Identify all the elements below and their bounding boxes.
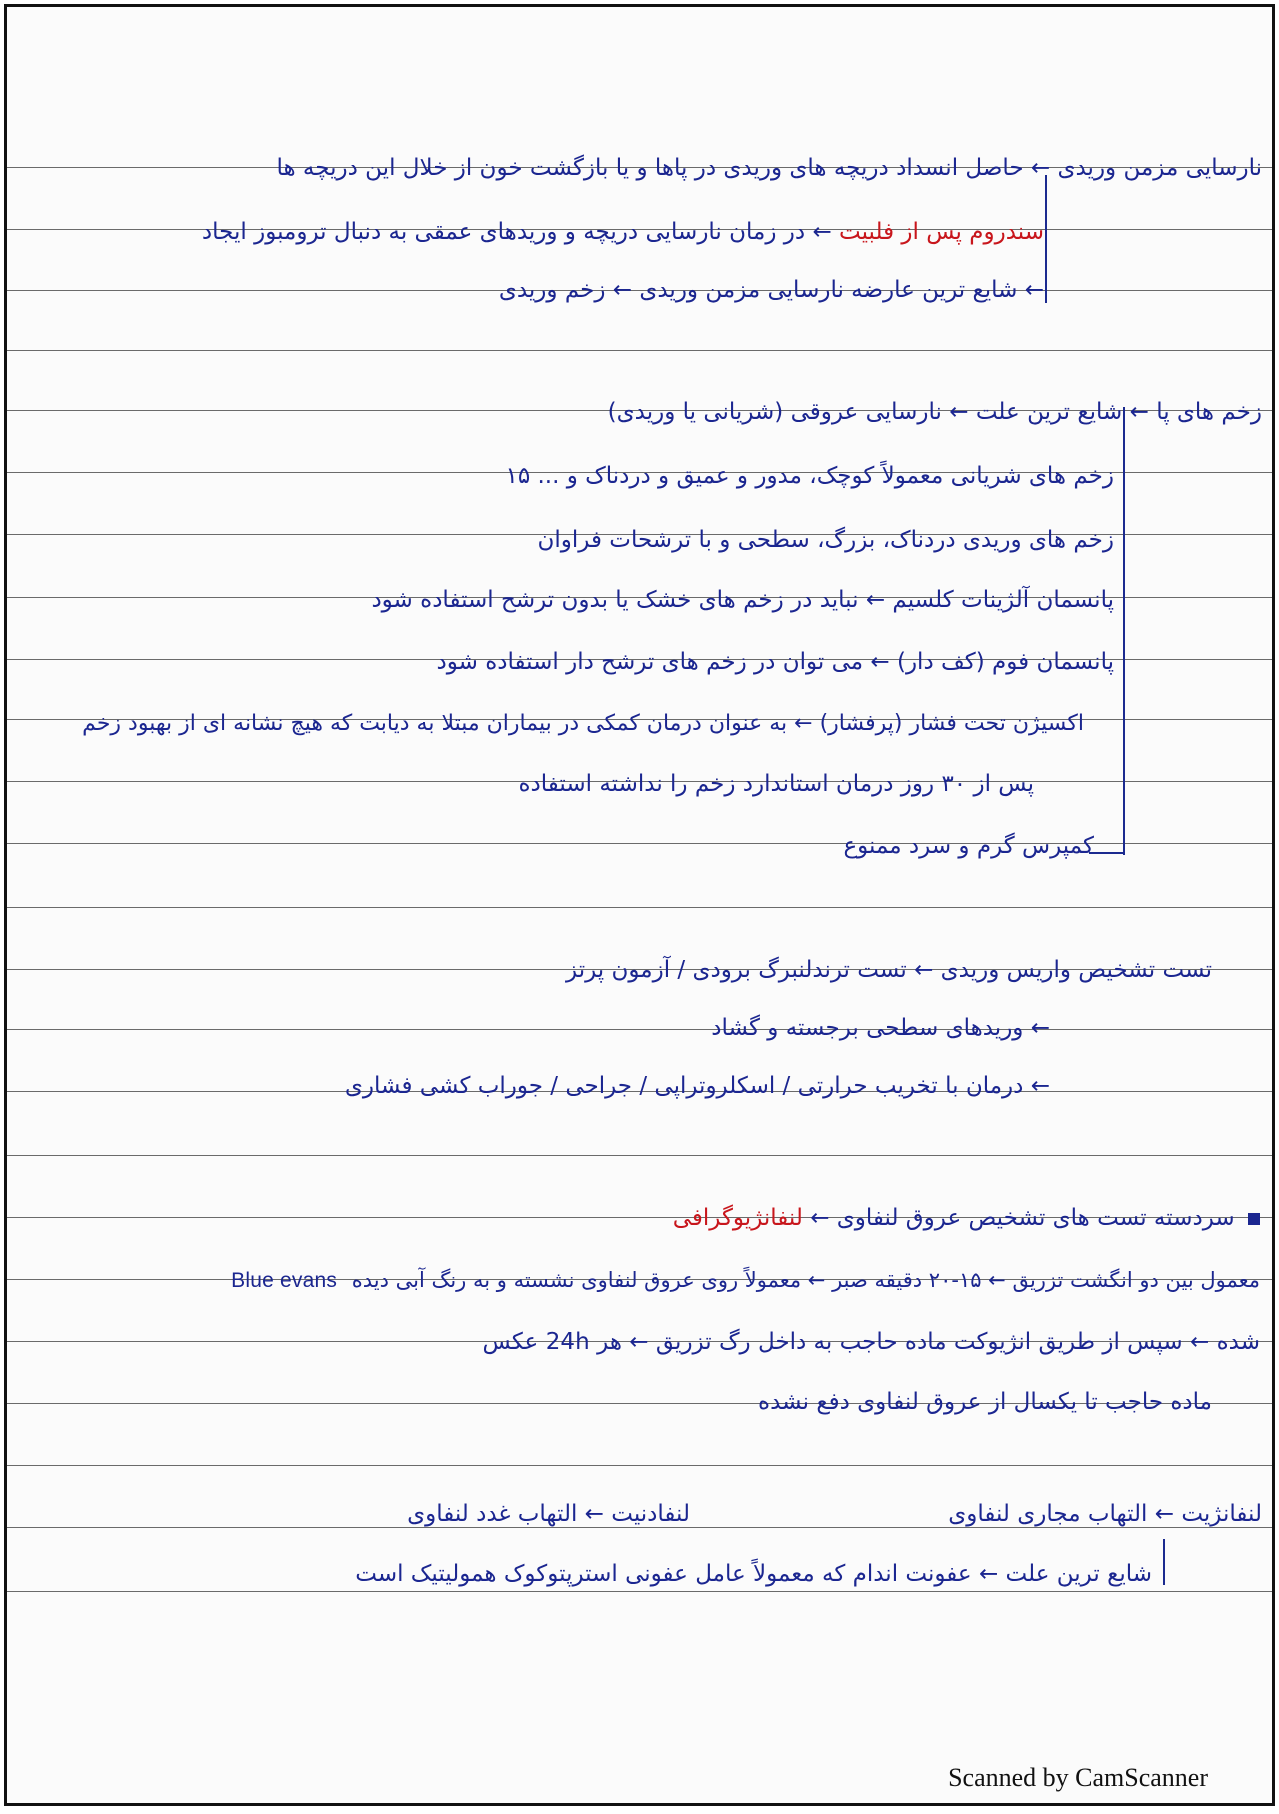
- section1-line2-text: ← در زمان نارسایی دریچه و وریدهای عمقی به دنبال ترومبوز ایجاد: [201, 219, 832, 245]
- section4-line2: شده ← سپس از طریق انژیوکت ماده حاجب به داخل رگ تزریق ← هر 24h عکس: [482, 1329, 1260, 1355]
- section4-line1-latin: Blue evans: [231, 1269, 338, 1292]
- section3-line3: ← درمان با تخریب حرارتی / اسکلروتراپی / جراحی / جوراب کشی فشاری: [344, 1073, 1050, 1099]
- section2-item: زخم های وریدی دردناک، بزرگ، سطحی و با ترشحات فراوان: [537, 527, 1114, 553]
- section1-line1: نارسایی مزمن وریدی ← حاصل انسداد دریچه های وریدی در پاها و یا بازگشت خون از خلال این دریچه ها: [276, 155, 1262, 181]
- section5-line2: شایع ترین علت ← عفونت اندام که معمولاً عامل عفونی استرپتوکوک همولیتیک است: [355, 1561, 1152, 1587]
- section2-item: پانسمان آلژینات کلسیم ← نباید در زخم های خشک یا بدون ترشح استفاده شود: [371, 587, 1114, 613]
- section2-item: کمپرس گرم و سرد ممنوع: [843, 833, 1094, 859]
- scanned-notes-page: [4, 4, 1275, 1806]
- scanner-watermark: Scanned by CamScanner: [948, 1763, 1208, 1792]
- section5-bracket: [1163, 1539, 1165, 1585]
- ruled-line: [7, 1155, 1272, 1156]
- ruled-line: [7, 907, 1272, 908]
- ruled-line: [7, 350, 1272, 351]
- section2-item: اکسیژن تحت فشار (پرفشار) ← به عنوان درمان کمکی در بیماران مبتلا به دیابت که هیچ نشانه ای از بهبود زخم: [82, 711, 1084, 736]
- section3-line2: ← وریدهای سطحی برجسته و گشاد: [711, 1015, 1050, 1041]
- square-bullet-icon: [1248, 1213, 1260, 1225]
- section4-line1-text: معمول بین دو انگشت تزریق ← ۱۵-۲۰ دقیقه صبر ← معمولاً روی عروق لنفاوی نشسته و به رنگ آبی دیده: [351, 1268, 1260, 1292]
- section3-line1: تست تشخیص واریس وریدی ← تست ترندلنبرگ برودی / آزمون پرتز: [566, 957, 1212, 983]
- section2-item: پس از ۳۰ روز درمان استاندارد زخم را نداشته استفاده: [518, 771, 1034, 797]
- section4-heading-highlight: لنفانژیوگرافی: [672, 1205, 803, 1231]
- section2-item: پانسمان فوم (کف دار) ← می توان در زخم های ترشح دار استفاده شود: [436, 649, 1114, 675]
- section1-line3: ← شایع ترین عارضه نارسایی مزمن وریدی ← زخم وریدی: [498, 277, 1044, 303]
- ruled-line: [7, 1465, 1272, 1466]
- section2-bracket-tick: [1089, 852, 1125, 854]
- section2-item: زخم های شریانی معمولاً کوچک، مدور و عمیق و دردناک و ... ۱۵: [505, 463, 1114, 489]
- section1-line2: [202, 217, 1044, 247]
- section4-heading-text: سردسته تست های تشخیص عروق لنفاوی ←: [810, 1205, 1235, 1231]
- section4-heading: [673, 1203, 1260, 1233]
- section1-line2-highlight: سندروم پس از فلبیت: [839, 219, 1044, 245]
- section4-line1: [223, 1265, 1260, 1296]
- ruled-line: [7, 1591, 1272, 1592]
- section5-left: لنفادنیت ← التهاب غدد لنفاوی: [407, 1501, 690, 1527]
- section5-right: لنفانژیت ← التهاب مجاری لنفاوی: [948, 1501, 1262, 1527]
- section2-bracket: [1123, 407, 1125, 855]
- section1-bracket: [1045, 175, 1047, 303]
- ruled-line: [7, 1029, 1272, 1030]
- section2-title: زخم های پا ← شایع ترین علت ← نارسایی عروقی (شریانی یا وریدی): [607, 399, 1262, 425]
- section4-line3: ماده حاجب تا یکسال از عروق لنفاوی دفع نشده: [758, 1389, 1212, 1415]
